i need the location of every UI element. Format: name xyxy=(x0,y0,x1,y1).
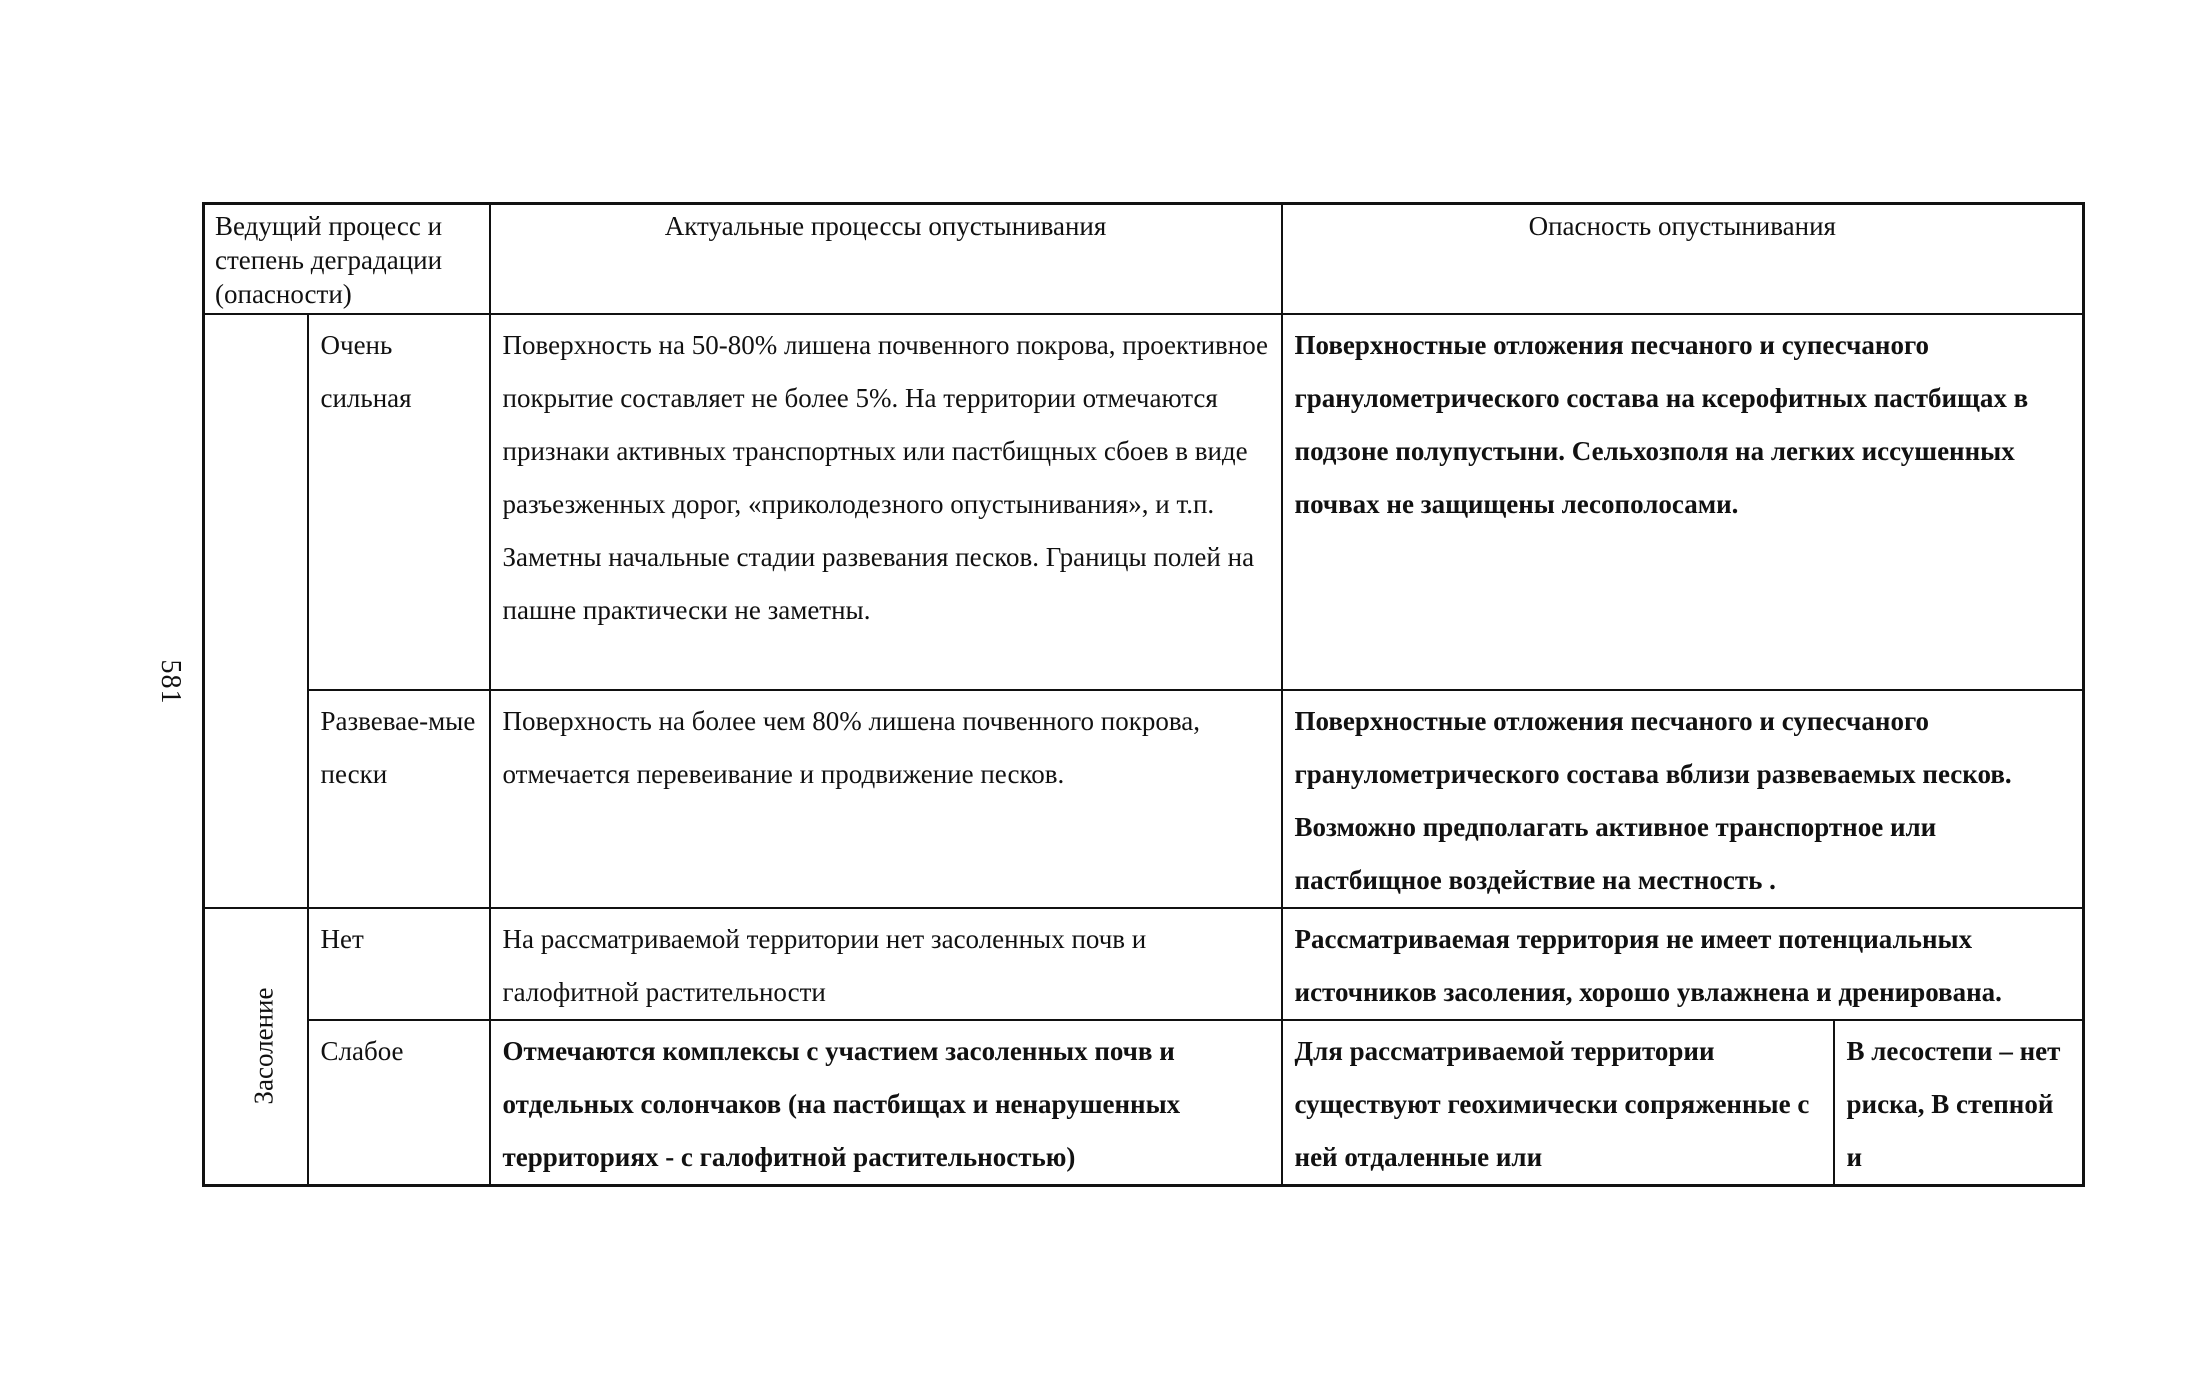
header-actual-processes: Актуальные процессы опустынивания xyxy=(490,204,1282,315)
degree-cell: Нет xyxy=(308,908,490,1020)
actual-cell: Поверхность на 50-80% лишена почвенного покрова, проективное покрытие составляет не более 5%. На территории отмечаются признаки активных транспортных или пастбищных сбоев в виде разъезженных дорог, «приколодезного опустынивания», и т.п. Заметны начальные стадии развевания песков. Границы полей на пашне практически не заметны. xyxy=(490,314,1282,690)
degree-cell: Слабое xyxy=(308,1020,490,1186)
table-row xyxy=(204,314,2084,690)
danger-note-cell: В лесостепи – нет риска, В степной и xyxy=(1834,1020,2084,1186)
danger-cell: Поверхностные отложения песчаного и супесчаного гранулометрического состава вблизи развеваемых песков. Возможно предполагать активное транспортное или пастбищное воздействие на местность . xyxy=(1282,690,2084,908)
danger-cell: Поверхностные отложения песчаного и супесчаного гранулометрического состава на ксерофитных пастбищах в подзоне полупустыни. Сельхозполя на легких иссушенных почвах не защищены лесополосами. xyxy=(1282,314,2084,690)
degree-cell: Развевае-мые пески xyxy=(308,690,490,908)
process-cell-deflation xyxy=(204,314,308,908)
danger-cell: Рассматриваемая территория не имеет потенциальных источников засоления, хорошо увлажнена и дренирована. xyxy=(1282,908,2084,1020)
table-row xyxy=(204,1020,2084,1186)
header-row xyxy=(204,204,2084,315)
actual-cell: Поверхность на более чем 80% лишена почвенного покрова, отмечается перевеивание и продвижение песков. xyxy=(490,690,1282,908)
process-label: Засоление xyxy=(248,987,279,1105)
page-number: 581 xyxy=(155,659,186,705)
actual-cell: Отмечаются комплексы с участием засоленных почв и отдельных солончаков (на пастбищах и ненарушенных территориях - с галофитной растительностью) xyxy=(490,1020,1282,1186)
actual-cell: На рассматриваемой территории нет засоленных почв и галофитной растительности xyxy=(490,908,1282,1020)
table-row xyxy=(204,908,2084,1020)
table-row xyxy=(204,690,2084,908)
danger-cell: Для рассматриваемой территории существуют геохимически сопряженные с ней отдаленные или xyxy=(1282,1020,1834,1186)
degree-cell: Очень сильная xyxy=(308,314,490,690)
header-process-degree: Ведущий процесс и степень деградации (опасности) xyxy=(204,204,490,315)
header-desertification-danger: Опасность опустынивания xyxy=(1282,204,2084,315)
desertification-table xyxy=(202,202,2085,1187)
process-cell-salinization xyxy=(204,908,308,1186)
